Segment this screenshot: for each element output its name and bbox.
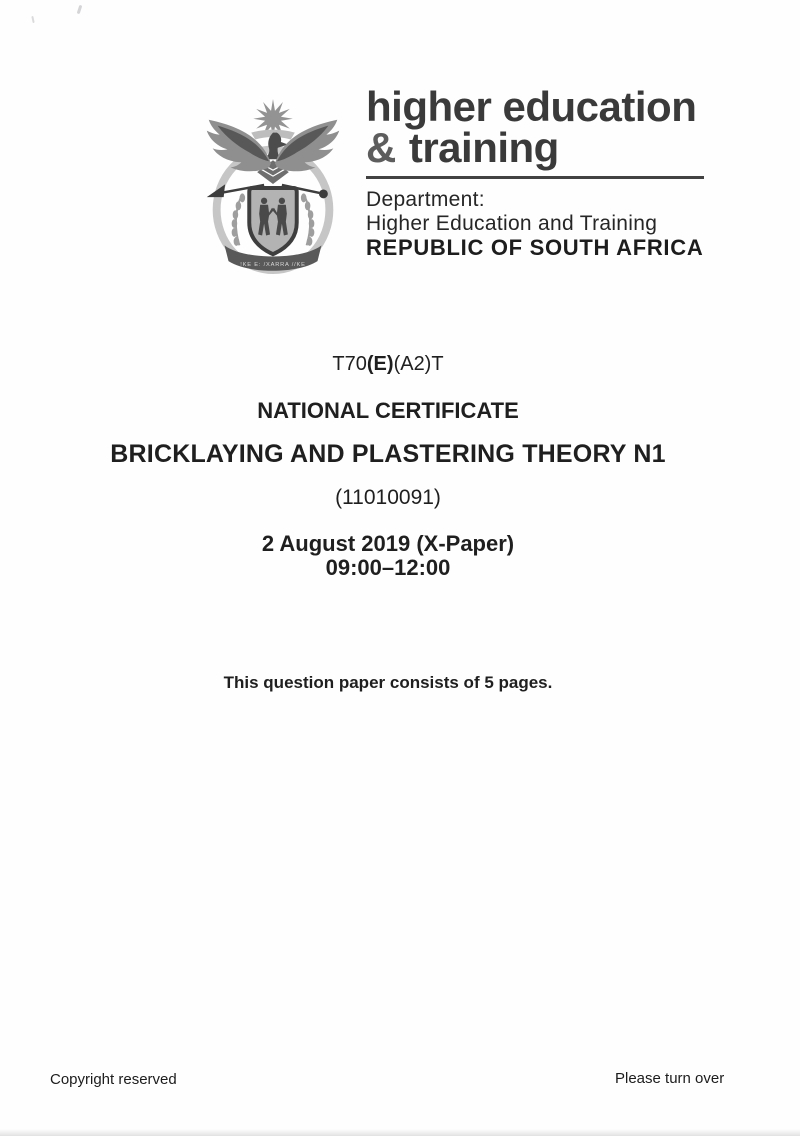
country-name: REPUBLIC OF SOUTH AFRICA — [366, 235, 704, 260]
ampersand: & — [366, 124, 396, 171]
dhet-wordmark — [366, 83, 697, 171]
turn-over-note: Please turn over — [615, 1070, 725, 1087]
shield-icon — [249, 188, 296, 254]
logo-divider-rule — [366, 176, 704, 179]
scan-speck — [77, 5, 83, 14]
wordmark-line2 — [366, 124, 696, 171]
subject-code: (11010091) — [335, 486, 441, 509]
coat-of-arms-icon — [198, 97, 348, 275]
subject-title: BRICKLAYING AND PLASTERING THEORY N1 — [110, 440, 666, 468]
motto-text: !KE E: /XARRA //KE — [240, 262, 306, 269]
wordmark-line1: higher education — [366, 83, 697, 130]
paper-code — [0, 353, 776, 376]
pages-note: This question paper consists of 5 pages. — [223, 673, 553, 692]
department-label: Department: — [366, 188, 485, 211]
department-block — [366, 188, 703, 260]
scan-speck — [31, 16, 34, 23]
paper-code-suffix: (A2)T — [393, 353, 444, 375]
paper-code-bold: (E) — [366, 353, 394, 375]
exam-time: 09:00–12:00 — [325, 555, 451, 580]
certificate-title: NATIONAL CERTIFICATE — [257, 398, 519, 423]
paper-code-prefix: T70 — [332, 353, 367, 375]
scan-bottom-edge — [0, 1129, 800, 1136]
department-name: Higher Education and Training — [366, 212, 658, 235]
exam-date: 2 August 2019 (X-Paper) — [261, 531, 515, 556]
copyright-note: Copyright reserved — [50, 1071, 177, 1088]
wordmark-line2-text: training — [408, 124, 559, 171]
